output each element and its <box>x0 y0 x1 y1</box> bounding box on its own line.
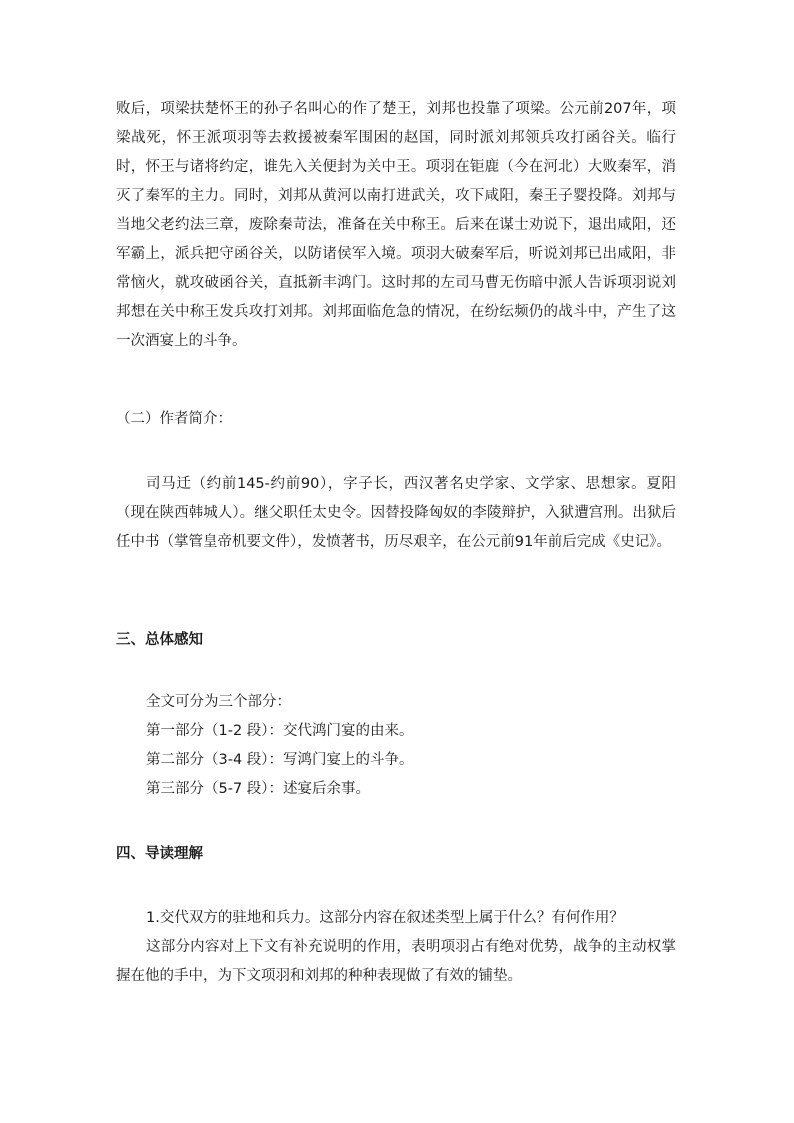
overall-part-1: 第一部分（1-2 段）：交代鸿门宴的由来。 <box>146 723 414 739</box>
overall-block <box>116 688 676 804</box>
overall-intro: 全文可分为三个部分： <box>146 694 291 710</box>
reading-question: 1.交代双方的驻地和兵力。这部分内容在叙述类型上属于什么？有何作用？ <box>146 910 624 926</box>
reading-block <box>116 904 676 991</box>
overall-heading: 三、总体感知 <box>116 632 203 648</box>
background-block <box>116 95 676 356</box>
overall-part-3: 第三部分（5-7 段）：述宴后余事。 <box>146 781 371 797</box>
reading-answer: 这部分内容对上下文有补充说明的作用，表明项羽占有绝对优势，战争的主动权掌握在他的手中，为下文项羽和刘邦的种种表现做了有效的铺垫。 <box>116 939 676 984</box>
author-paragraph: 司马迁（约前145-约前90），字子长，西汉著名史学家、文学家、思想家。夏阳（现在陕西韩城人）。继父职任太史令。因替投降匈奴的李陵辩护，入狱遭宫刑。出狱后任中书（掌管皇帝机要文件），发愤著书，历尽艰辛，在公元前91年前后完成《史记》。 <box>116 476 676 550</box>
overall-part-2: 第二部分（3-4 段）：写鸿门宴上的斗争。 <box>146 752 414 768</box>
background-paragraph: 败后，项梁扶楚怀王的孙子名叫心的作了楚王，刘邦也投靠了项梁。公元前207年，项梁战死，怀王派项羽等去救援被秦军围困的赵国，同时派刘邦领兵攻打函谷关。临行时，怀王与诸将约定，谁先入关便封为关中王。项羽在钜鹿（今在河北）大败秦军，消灭了秦军的主力。同时，刘邦从黄河以南打进武关，攻下咸阳，秦王子婴投降。刘邦与当地父老约法三章，废除秦苛法，准备在关中称王。后来在谋士劝说下，退出咸阳，还军霸上，派兵把守函谷关，以防诸侯军入境。项羽大破秦军后，听说刘邦已出咸阳，非常恼火，就攻破函谷关，直抵新丰鸿门。这时邦的左司马曹无伤暗中派人告诉项羽说刘邦想在关中称王发兵攻打刘邦。刘邦面临危急的情况，在纷纭频仍的战斗中，产生了这一次酒宴上的斗争。 <box>116 101 676 349</box>
author-block <box>116 470 676 557</box>
author-heading: （二）作者简介： <box>116 411 232 427</box>
reading-heading: 四、导读理解 <box>116 846 203 862</box>
